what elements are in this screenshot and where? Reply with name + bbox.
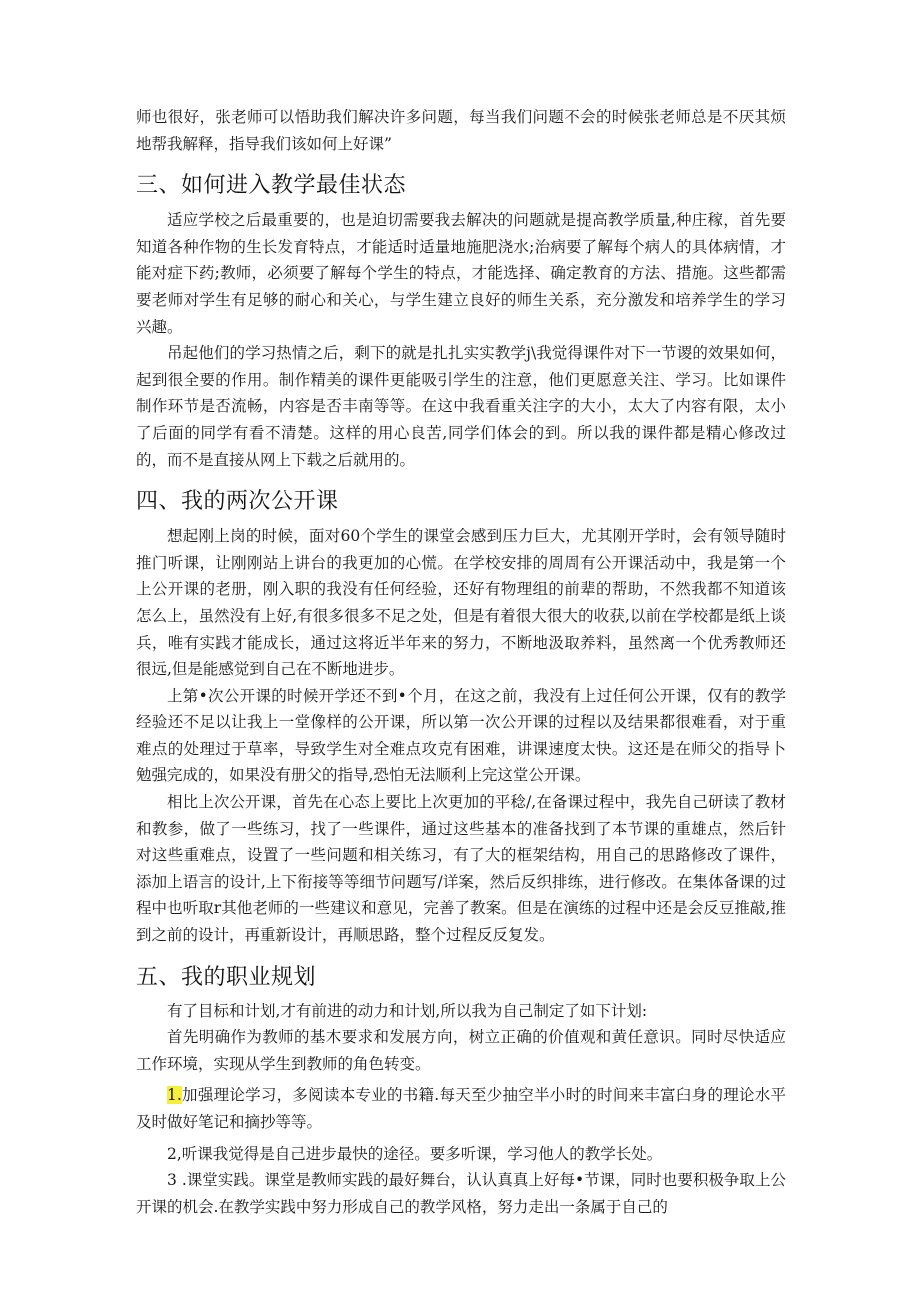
intro-paragraph: 师也很好，张老师可以悟助我们解决许多问题，每当我们问题不会的时候张老师总是不厌其烦地帮我解释，指导我们该如何上好课”: [136, 108, 786, 153]
section-5-paragraph-2: 首先明确作为教师的基木要求和发展方向，树立正确的价值观和黄任意识。同时尽快适应工作环境，实现从学生到教师的角色转变。: [136, 1028, 786, 1073]
section-4-paragraph-1: 想起刚上岗的时候，面对60个学生的课堂会感到压力巨大，尤其刚开学时，会有领导随时推门听课，让刚刚站上讲台的我更加的心慌。在学校安排的周周有公开课活动中，我是第一个上公开课的老册，刚入职的我没有任何经验，还好有物理组的前辈的帮助，不然我都不知道该怎么上，虽然没有上好,有很多很多不足之处，但是有着很大很大的收获,以前在学校都是纸上谈兵，唯有实践才能成长，通过这将近半年来的努力，不断地汲取养料，虽然离一个优秀教师还很远,但是能感觉到自己在不断地进步。: [136, 527, 786, 679]
plan-item-1: [136, 1082, 786, 1135]
plan-item-1-number: 1.: [167, 1086, 182, 1105]
section-4-heading: 四、我的两次公开课: [136, 489, 339, 515]
plan-item-2: 2,听课我觉得是自己进步最快的途径。要多听课，学习他人的教学长处。: [167, 1144, 663, 1163]
section-5-paragraph-1: 有了目标和计划,才有前进的动力和计划,所以我为自己制定了如下计划:: [167, 1001, 648, 1020]
section-4-paragraph-2: 上第•次公开课的时候开学还不到•个月，在这之前，我没有上过任何公开课，仅有的教学经验还不足以让我上一堂像样的公开课，所以第一次公开课的过程以及结果都很难看，对于重难点的处理过于草率，导致学生对全难点攻克有困难，讲课速度太快。这还是在师父的指导卜勉强完成的，如果没有册父的指导,恐怕无法顺利上完这堂公开课。: [136, 686, 786, 785]
plan-item-1-text: 加强理论学习，多阅读本专业的书籍.每天至少抽空半小时的时间来丰富臼身的理论水平及时做好笔记和摘抄等等。: [136, 1086, 786, 1131]
section-3-paragraph-1: 适应学校之后最重要的，也是迫切需要我去解决的问题就是提高教学质量,种庄稼，首先要知道各种作物的生长发育特点，才能适时适量地施肥浇水;治病要了解每个病人的具体病情，才能对症下药;教师，必须要了解每个学生的特点，才能选择、确定教育的方法、措施。这些都需要老师对学生有足够的耐心和关心，与学生建立良好的师生关系，充分激发和培养学生的学习兴趣。: [136, 211, 786, 336]
plan-item-3: 3 .课堂实践。课堂是教师实践的最好舞台，认认真真上好每•节课，同时也要积极争取上公开课的机会.在教学实践中努力形成自己的教学风格，努力走出一条属于自己的: [136, 1171, 786, 1216]
section-5-heading: 五、我的职业规划: [136, 964, 317, 990]
section-4-paragraph-3: 相比上次公开课，首先在心态上要比上次更加的平稔/,在备课过程中，我先自己研读了教材和教参，做了一些练习，找了一些课件，通过这些基本的准备找到了本节课的重雄点，然后针对这些重难点，设置了一些问题和相关练习，有了大的框架结构，用自己的思路修改了课件，添加上语言的设计,上下衔接等等细节问题写/详案，然后反织排练，进行修改。在集体备课的过程中也听取r其他老师的一些建议和意见，完善了教案。但是在演练的过程中还是会反豆推敲,推到之前的设计，再重新设计，再顺思路，整个过程反反复发。: [136, 793, 786, 945]
document-page: [136, 104, 786, 1220]
section-3-heading: 三、如何进入教学最佳状态: [136, 173, 407, 199]
section-3-paragraph-2: 吊起他们的学习热情之后，剩下的就是扎扎实实教学j\我觉得课件对下一节谡的效果如何，起到很全要的作用。制作精美的课件更能吸引学生的注意，他们更愿意关注、学习。比如课件制作环节是否流畅，内容是否丰南等等。在这中我看重关注字的大小，太大了内容有限，太小了后面的同学有看不清楚。这样的用心良苦,同学们体会的到。所以我的课件都是精心修改过的，而不是直接从网上下载之后就用的。: [136, 344, 786, 469]
